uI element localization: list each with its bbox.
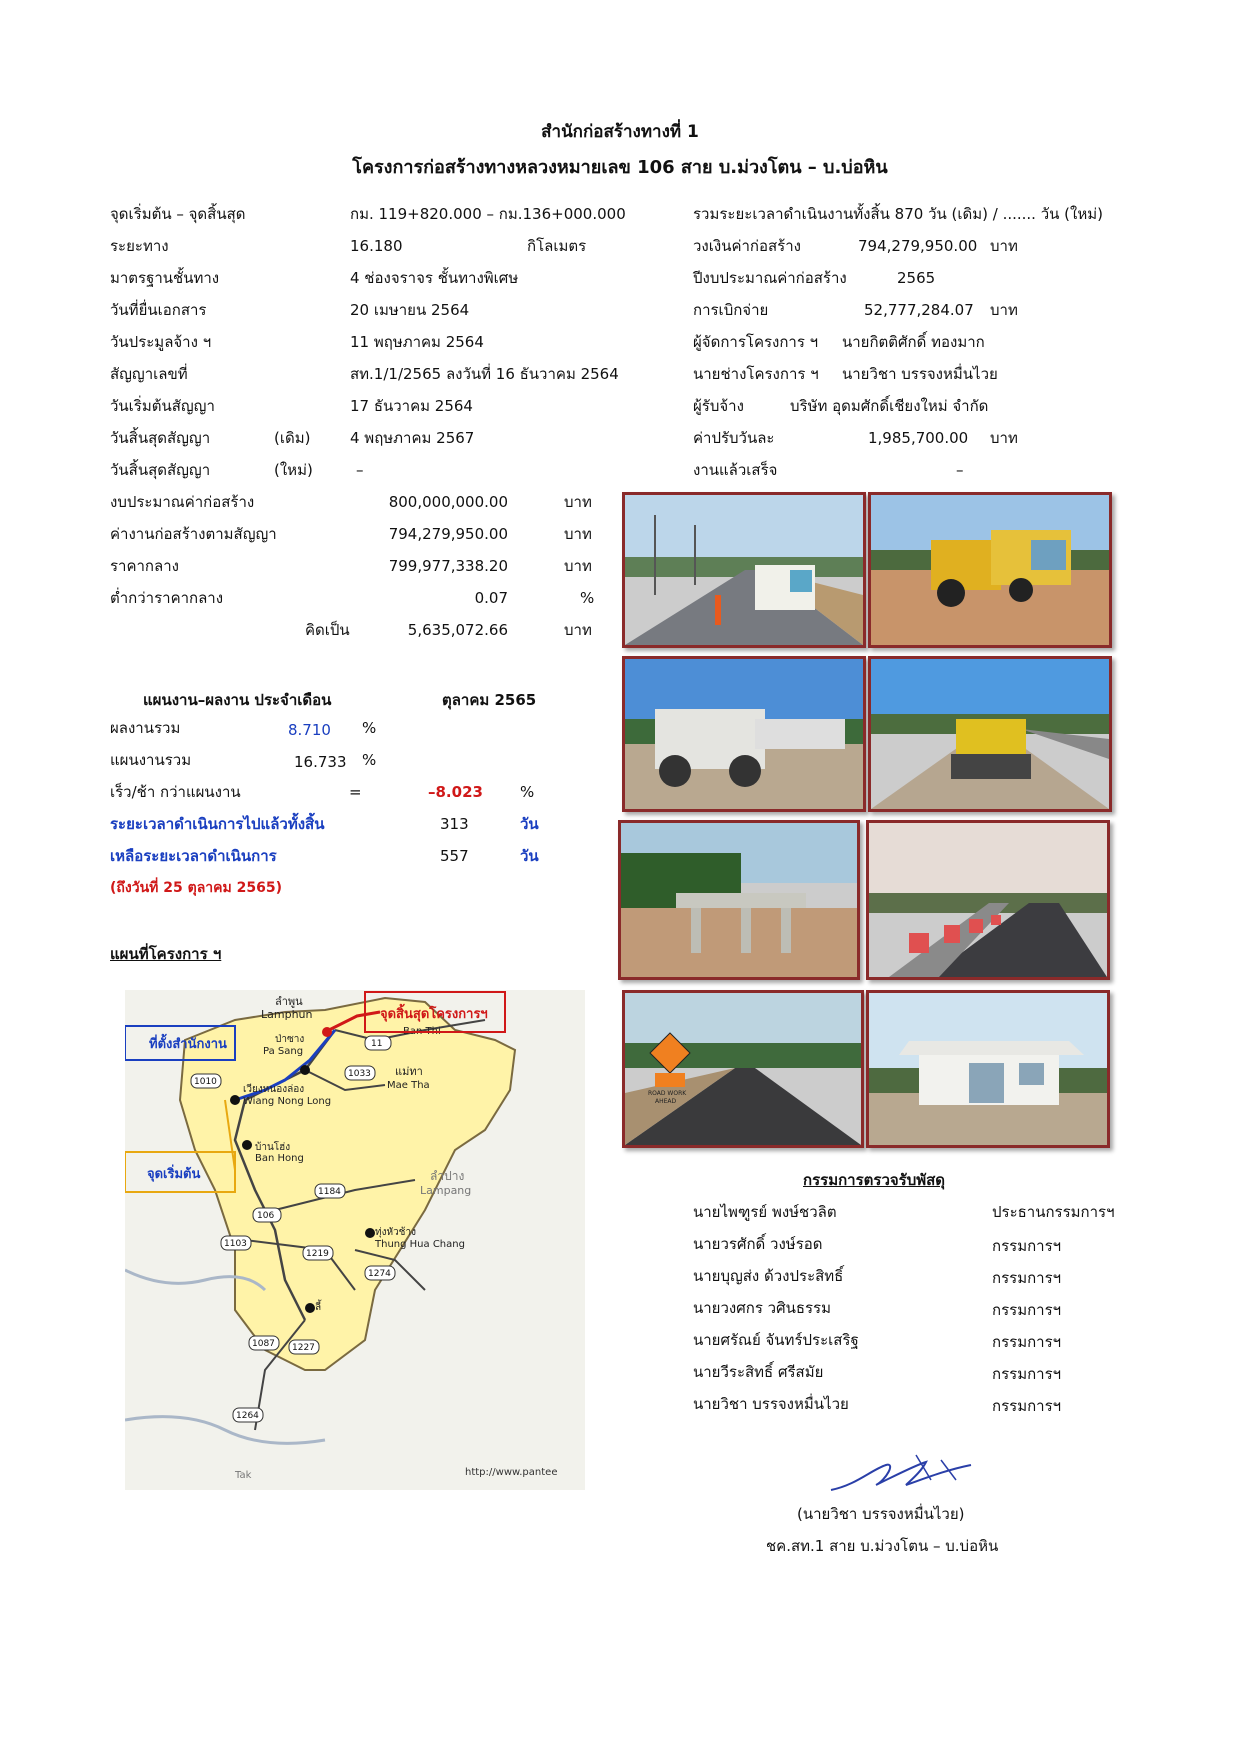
info-label: ปีงบประมาณค่าก่อสร้าง [693,269,847,287]
route-label: 1184 [318,1187,341,1197]
map-watermark: http://www.pantee [465,1467,558,1478]
info-unit: บาท [990,301,1018,319]
info-unit: กิโลเมตร [527,237,587,255]
member-role: กรรมการฯ [992,1397,1062,1415]
info-value: 1,985,700.00 [868,429,969,447]
info-value: – [956,461,964,479]
diff-label: เร็ว/ช้า กว่าแผนงาน [110,783,241,801]
place-wiang-en: Wiang Nong Long [243,1096,332,1107]
place-maetha-th: แม่ทา [395,1065,423,1078]
route-label: 1103 [224,1239,247,1249]
committee-title: กรรมการตรวจรับพัสดุ [803,1171,946,1189]
member-name: นายวรศักดิ์ วงษ์รอด [693,1235,823,1253]
route-label: 1227 [292,1343,315,1353]
budget-label: ต่ำกว่าราคากลาง [110,589,224,607]
li-marker-icon [305,1303,315,1313]
place-banhong-th: บ้านโฮ่ง [255,1142,291,1153]
signature-name: (นายวิชา บรรจงหมื่นไวย) [797,1505,965,1523]
info-label: รวมระยะเวลาดำเนินงานทั้งสิ้น 870 วัน (เดิม) / ....... วัน (ใหม่) [693,205,1103,223]
signature-position: ชค.สท.1 สาย บ.ม่วงโตน – บ.บ่อหิน [766,1537,999,1555]
diff-equals: = [349,783,362,801]
site-photo-bridge [618,820,860,980]
plan-label: แผนงานรวม [110,751,192,769]
pasang-marker-icon [300,1065,310,1075]
member-name: นายวงศกร วศินธรรม [693,1299,831,1317]
actual-value: 8.710 [288,721,331,739]
info-unit: บาท [990,429,1018,447]
thunghuachang-marker-icon [365,1228,375,1238]
info-value: 794,279,950.00 [858,237,978,255]
place-banthi-en: Ban Thi [403,1026,441,1037]
as-of-date: (ถึงวันที่ 25 ตุลาคม 2565) [110,880,282,896]
place-maetha-en: Mae Tha [387,1080,430,1091]
diff-unit: % [520,783,535,801]
office-title: สำนักก่อสร้างทางที่ 1 [541,122,699,142]
route-label: 1087 [252,1339,275,1349]
budget-unit: บาท [564,493,592,511]
actual-unit: % [362,719,377,737]
info-label: วันเริ่มต้นสัญญา [110,397,215,415]
place-tak-en: Tak [235,1470,252,1481]
place-pasang-th: ป่าซาง [275,1034,305,1045]
budget-value: 799,977,338.20 [388,557,508,575]
info-label: การเบิกจ่าย [693,301,769,319]
place-thunghuachang-en: Thung Hua Chang [375,1239,465,1250]
site-photo-site-office [866,990,1110,1148]
budget-unit: บาท [564,557,592,575]
diff-value: –8.023 [428,783,483,801]
signature-image [826,1450,976,1500]
member-name: นายไพฑูรย์ พงษ์ชวลิต [693,1203,837,1221]
member-name: นายวีระสิทธิ์ ศรีสมัย [693,1363,824,1381]
route-label: 1010 [194,1077,217,1087]
site-photo-roller [868,656,1112,812]
info-value: 17 ธันวาคม 2564 [350,397,473,415]
place-li-th: ลี้ [315,1302,322,1313]
budget-label: ค่างานก่อสร้างตามสัญญา [110,525,277,543]
site-photo-recycler [622,656,866,812]
callout-end: จุดสิ้นสุดโครงการฯ [380,1007,488,1022]
info-label: วงเงินค่าก่อสร้าง [693,237,801,255]
site-photo-trucks-road [622,492,866,648]
remain-label: เหลือระยะเวลาดำเนินการ [110,847,277,865]
info-label: มาตรฐานชั้นทาง [110,269,220,287]
info-label: วันประมูลจ้าง ฯ [110,333,212,351]
budget-value: 0.07 [474,589,508,607]
route-label: 1033 [348,1069,371,1079]
map-title: แผนที่โครงการ ฯ [110,945,222,963]
member-role: กรรมการฯ [992,1301,1062,1319]
plan-value: 16.733 [294,753,347,771]
info-value: กม. 119+820.000 – กม.136+000.000 [350,205,626,223]
info-label: วันสิ้นสุดสัญญา [110,461,211,479]
place-lampang-th: ลำปาง [430,1169,465,1183]
callout-office: ที่ตั้งสำนักงาน [149,1037,227,1052]
budget-value: 800,000,000.00 [388,493,508,511]
plan-unit: % [362,751,377,769]
info-label: ผู้รับจ้าง [693,397,744,415]
place-lamphun-en: Lamphun [261,1008,313,1021]
route-label: 1274 [368,1269,391,1279]
budget-label: ราคากลาง [110,557,179,575]
info-label: ผู้จัดการโครงการ ฯ [693,333,819,351]
member-role: กรรมการฯ [992,1237,1062,1255]
callout-start: จุดเริ่มต้น [147,1167,201,1182]
info-label: จุดเริ่มต้น – จุดสิ้นสุด [110,205,246,223]
sign-road-work: ROAD WORK [648,1090,687,1097]
place-thunghuachang-th: ทุ่งหัวช้าง [375,1227,416,1238]
info-value: 2565 [897,269,936,287]
elapsed-unit: วัน [520,815,539,833]
actual-label: ผลงานรวม [110,719,181,737]
info-unit: บาท [990,237,1018,255]
info-label: สัญญาเลขที่ [110,365,188,383]
place-banhong-en: Ban Hong [255,1153,304,1164]
budget-label: คิดเป็น [305,621,350,639]
budget-unit: บาท [564,525,592,543]
budget-value: 794,279,950.00 [388,525,508,543]
info-value: – [356,461,364,479]
site-photo-loader [868,492,1112,648]
info-value: 52,777,284.07 [864,301,974,319]
info-value: บริษัท อุดมศักดิ์เชียงใหม่ จำกัด [790,397,989,415]
member-role: กรรมการฯ [992,1365,1062,1383]
place-lampang-en: Lampang [420,1184,472,1197]
info-label: วันสิ้นสุดสัญญา [110,429,211,447]
budget-unit: % [580,589,595,607]
member-name: นายวิชา บรรจงหมื่นไวย [693,1395,849,1413]
route-label: 1264 [236,1411,259,1421]
sign-ahead: AHEAD [655,1098,677,1105]
wiang-marker-icon [230,1095,240,1105]
project-title: โครงการก่อสร้างทางหลวงหมายเลข 106 สาย บ.ม่วงโตน – บ.บ่อหิน [352,157,888,178]
place-pasang-en: Pa Sang [263,1046,304,1057]
route-label: 11 [371,1039,383,1049]
site-photo-road-work-sign [622,990,864,1148]
route-label: 106 [257,1211,275,1221]
site-photo-barriers [866,820,1110,980]
remain-value: 557 [440,847,469,865]
route-label: 1219 [306,1249,329,1259]
budget-value: 5,635,072.66 [407,621,508,639]
info-sub: (เดิม) [274,429,311,447]
info-value: 16.180 [350,237,403,255]
progress-title: แผนงาน–ผลงาน ประจำเดือน [143,691,332,709]
info-label: ค่าปรับวันละ [693,429,775,447]
info-label: งานแล้วเสร็จ [693,461,778,479]
project-map [125,990,585,1490]
member-name: นายบุญส่ง ด้วงประสิทธิ์ [693,1267,844,1285]
remain-unit: วัน [520,847,539,865]
info-value: 11 พฤษภาคม 2564 [350,333,484,351]
info-value: สท.1/1/2565 ลงวันที่ 16 ธันวาคม 2564 [350,365,619,383]
progress-month: ตุลาคม 2565 [442,691,537,709]
member-role: กรรมการฯ [992,1269,1062,1287]
member-role: ประธานกรรมการฯ [992,1203,1115,1221]
info-value: 4 พฤษภาคม 2567 [350,429,475,447]
member-name: นายศรัณย์ จันทร์ประเสริฐ [693,1331,859,1349]
info-value: 4 ช่องจราจร ชั้นทางพิเศษ [350,269,519,287]
elapsed-value: 313 [440,815,469,833]
info-value: นายวิชา บรรจงหมื่นไวย [842,365,998,383]
elapsed-label: ระยะเวลาดำเนินการไปแล้วทั้งสิ้น [110,815,325,833]
member-role: กรรมการฯ [992,1333,1062,1351]
info-label: ระยะทาง [110,237,169,255]
info-sub: (ใหม่) [274,461,313,479]
info-value: 20 เมษายน 2564 [350,301,470,319]
lamphun-marker-icon [322,1027,332,1037]
banhong-marker-icon [242,1140,252,1150]
budget-label: งบประมาณค่าก่อสร้าง [110,493,255,511]
budget-unit: บาท [564,621,592,639]
info-value: นายกิตติศักดิ์ ทองมาก [842,333,985,351]
info-label: นายช่างโครงการ ฯ [693,365,819,383]
place-wiang-th: เวียงหนองล่อง [243,1084,305,1095]
place-lamphun-th: ลำพูน [275,995,303,1008]
info-label: วันที่ยื่นเอกสาร [110,301,207,319]
